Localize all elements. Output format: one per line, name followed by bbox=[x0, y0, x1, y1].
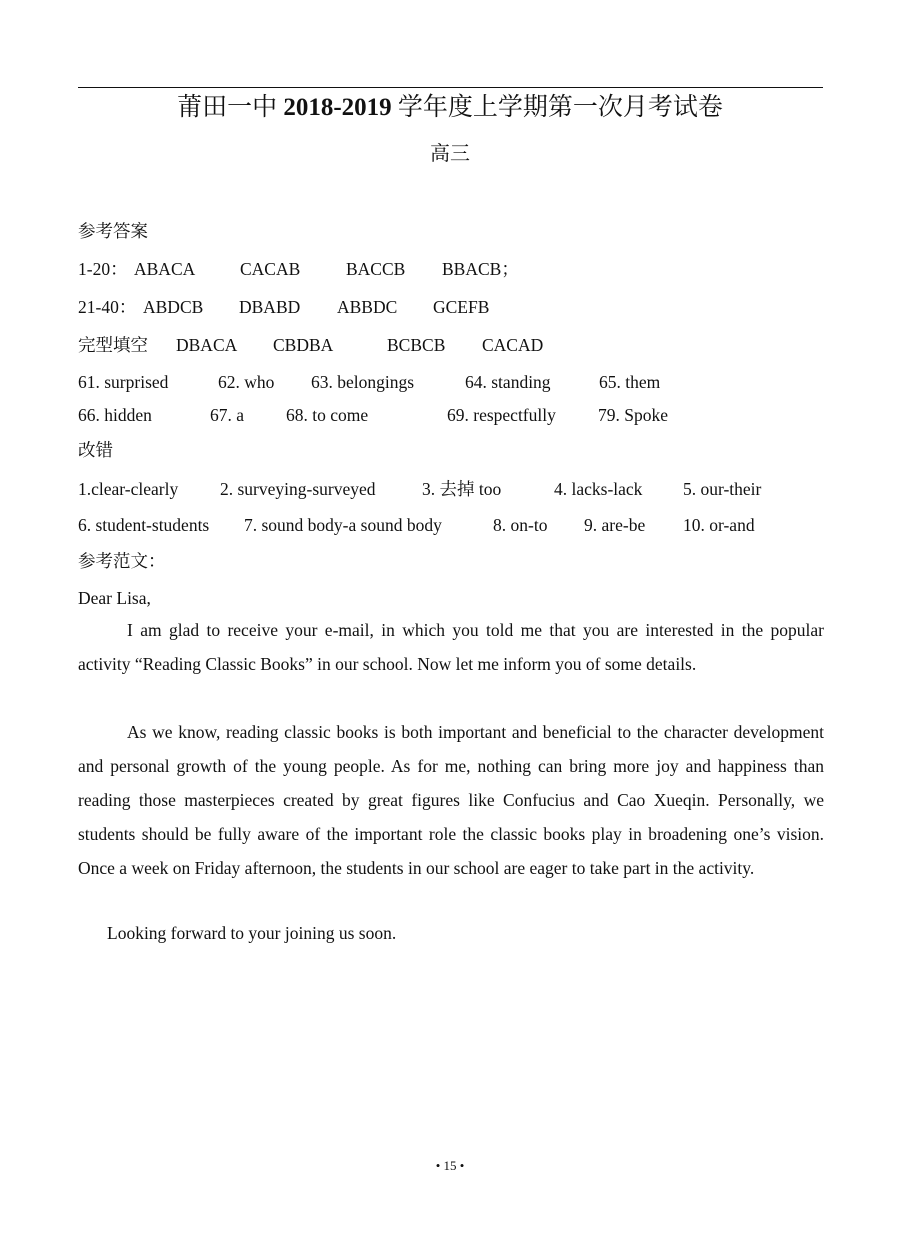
answer-row-label: 21-40： bbox=[78, 297, 137, 317]
correction-item: 4. lacks-lack bbox=[554, 479, 643, 499]
correction-item: 3. 去掉 too bbox=[422, 479, 502, 499]
header-rule bbox=[78, 87, 823, 88]
correction-item: 9. are-be bbox=[584, 515, 646, 535]
title-suffix: 学年度上学期第一次月考试卷 bbox=[391, 94, 723, 121]
answer-group: BCBCB bbox=[387, 335, 446, 355]
fill-answer: 62. who bbox=[218, 372, 275, 392]
answer-group: CACAD bbox=[482, 335, 544, 355]
answer-group: BACCB bbox=[346, 259, 406, 279]
correction-item: 1.clear-clearly bbox=[78, 479, 179, 499]
correction-item: 2. surveying-surveyed bbox=[220, 479, 376, 499]
answer-group: ABBDC bbox=[337, 297, 398, 317]
correction-item: 8. on-to bbox=[493, 515, 548, 535]
answer-group: ABACA bbox=[134, 259, 196, 279]
page-title bbox=[0, 92, 900, 124]
correction-item: 5. our-their bbox=[683, 479, 762, 499]
answers-heading: 参考答案 bbox=[78, 221, 148, 241]
answer-group: BBACB； bbox=[442, 259, 519, 279]
answer-group: DBABD bbox=[239, 297, 301, 317]
fill-answer: 66. hidden bbox=[78, 405, 152, 425]
essay-heading: 参考范文： bbox=[78, 551, 166, 571]
title-years: 2018-2019 bbox=[283, 94, 392, 121]
correction-heading: 改错 bbox=[78, 440, 113, 460]
fill-answer: 79. Spoke bbox=[598, 405, 668, 425]
fill-answer: 64. standing bbox=[465, 372, 551, 392]
correction-item: 7. sound body-a sound body bbox=[244, 515, 442, 535]
answer-group: ABDCB bbox=[143, 297, 204, 317]
answer-group: DBACA bbox=[176, 335, 238, 355]
answer-group: GCEFB bbox=[433, 297, 490, 317]
correction-item: 6. student-students bbox=[78, 515, 210, 535]
answer-group: CBDBA bbox=[273, 335, 334, 355]
essay-paragraph-2: As we know, reading classic books is both important and beneficial to the character development and personal growth of the young people. As for me, nothing can bring more joy and happiness than reading those masterpieces created by great figures like Confucius and Cao Xueqin. Personally, we students should be fully aware of the important role the classic books play in broadening one’s vision. Once a week on Friday afternoon, the students in our school are eager to take part in the activity. bbox=[78, 722, 824, 878]
answer-group: CACAB bbox=[240, 259, 301, 279]
answer-row-label: 1-20： bbox=[78, 259, 128, 279]
fill-answer: 63. belongings bbox=[311, 372, 415, 392]
essay-salutation: Dear Lisa, bbox=[78, 588, 151, 608]
essay-paragraph-1: I am glad to receive your e-mail, in which you told me that you are interested in the popular activity “Reading Classic Books” in our school. Now let me inform you of some details. bbox=[78, 620, 824, 674]
fill-answer: 65. them bbox=[599, 372, 661, 392]
answer-row-label: 完型填空 bbox=[78, 335, 148, 355]
page-number: • 15 • bbox=[435, 1158, 465, 1173]
fill-answer: 61. surprised bbox=[78, 372, 169, 392]
fill-answer: 69. respectfully bbox=[447, 405, 556, 425]
fill-answer: 67. a bbox=[210, 405, 245, 425]
essay-closing: Looking forward to your joining us soon. bbox=[107, 923, 397, 943]
title-prefix: 莆田一中 bbox=[177, 94, 284, 121]
fill-answer: 68. to come bbox=[286, 405, 369, 425]
page-subtitle: 高三 bbox=[430, 143, 470, 165]
correction-item: 10. or-and bbox=[683, 515, 755, 535]
